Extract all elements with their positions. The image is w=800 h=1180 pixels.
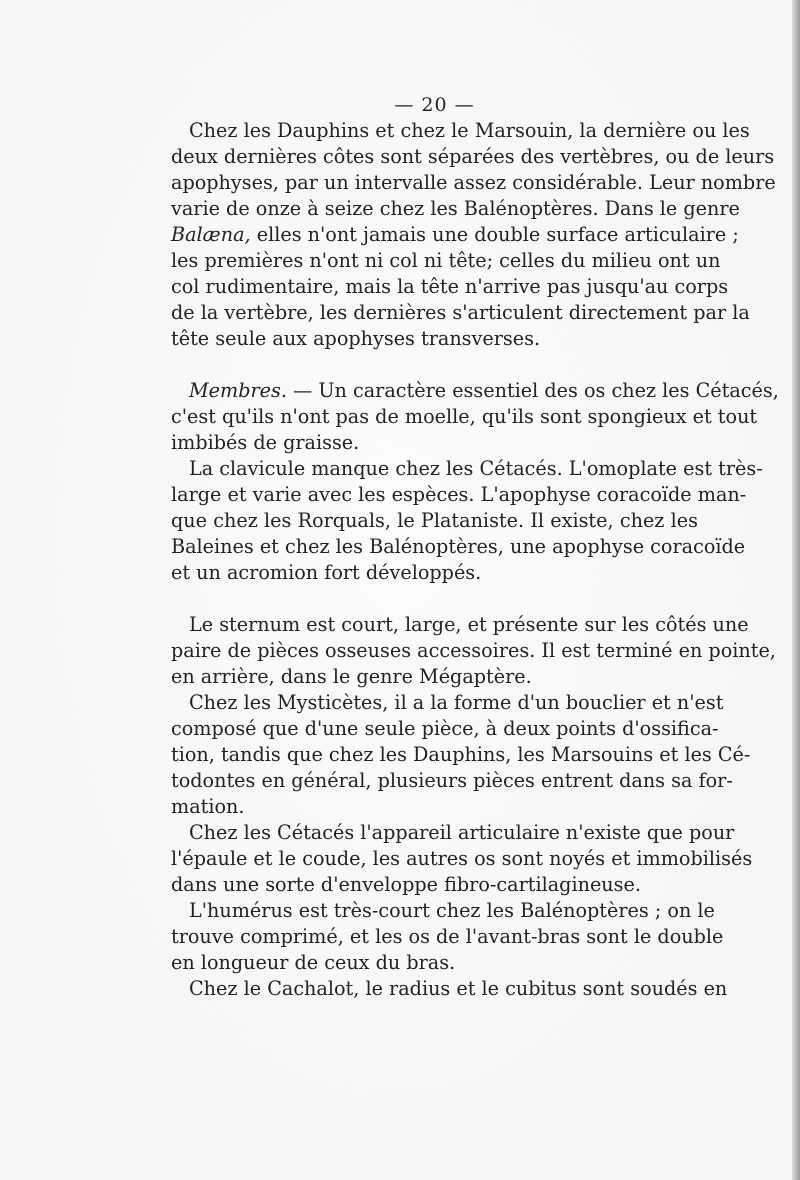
text-line-content: imbibés de graisse. bbox=[171, 431, 360, 454]
text-line bbox=[171, 638, 776, 664]
text-line-content: — Un caractère essentiel des os chez les Cétacés, bbox=[286, 379, 779, 402]
text-line bbox=[171, 144, 775, 170]
text-line-content: L'humérus est très-court chez les Balénoptères ; on le bbox=[189, 899, 715, 922]
text-line bbox=[171, 794, 698, 820]
text-line-content: de la vertèbre, les dernières s'articulent directement par la bbox=[171, 301, 750, 324]
text-line-content: en arrière, dans le genre Mégaptère. bbox=[171, 665, 532, 688]
text-line-content: trouve comprimé, et les os de l'avant-bras sont le double bbox=[171, 925, 724, 948]
text-line bbox=[171, 326, 698, 352]
text-line bbox=[171, 560, 698, 586]
paragraph-gap bbox=[171, 586, 698, 612]
text-line-content: mation. bbox=[171, 795, 245, 818]
text-line bbox=[171, 248, 721, 274]
text-line-content: col rudimentaire, mais la tête n'arrive pas jusqu'au corps bbox=[171, 275, 729, 298]
text-line bbox=[171, 872, 698, 898]
page-edge-shadow bbox=[792, 0, 800, 1180]
text-line-content: que chez les Rorquals, le Plataniste. Il existe, chez les bbox=[171, 509, 698, 532]
text-line bbox=[171, 950, 698, 976]
text-line-content: Chez les Mysticètes, il a la forme d'un bouclier et n'est bbox=[189, 691, 724, 714]
italic-term: Balæna, bbox=[171, 223, 251, 246]
text-line bbox=[171, 482, 747, 508]
text-line bbox=[171, 222, 739, 248]
text-line-content: tion, tandis que chez les Dauphins, les Marsouins et les Cé- bbox=[171, 743, 751, 766]
text-line-content: deux dernières côtes sont séparées des vertèbres, ou de leurs bbox=[171, 145, 775, 168]
text-line-content: Baleines et chez les Balénoptères, une apophyse coracoïde bbox=[171, 535, 746, 558]
text-line bbox=[171, 664, 698, 690]
text-line bbox=[171, 534, 746, 560]
text-line-content: composé que d'une seule pièce, à deux points d'ossifica- bbox=[171, 717, 719, 740]
text-line bbox=[171, 196, 740, 222]
text-line bbox=[171, 274, 729, 300]
text-line-content: en longueur de ceux du bras. bbox=[171, 951, 456, 974]
paragraph-gap bbox=[171, 352, 698, 378]
text-line-content: large et varie avec les espèces. L'apophyse coracoïde man- bbox=[171, 483, 747, 506]
text-line-content: todontes en général, plusieurs pièces entrent dans sa for- bbox=[171, 769, 733, 792]
text-line-content: La clavicule manque chez les Cétacés. L'omoplate est très- bbox=[189, 457, 763, 480]
text-line-content: varie de onze à seize chez les Balénoptères. Dans le genre bbox=[171, 197, 740, 220]
text-line bbox=[171, 612, 749, 638]
text-line-content: apophyses, par un intervalle assez considérable. Leur nombre bbox=[171, 171, 776, 194]
page-number-label: — 20 — bbox=[394, 94, 475, 116]
text-line bbox=[171, 898, 715, 924]
text-line-content: tête seule aux apophyses transverses. bbox=[171, 327, 541, 350]
text-line-content: Le sternum est court, large, et présente sur les côtés une bbox=[189, 613, 749, 636]
paragraph-lines bbox=[171, 118, 779, 1002]
text-line bbox=[171, 846, 753, 872]
text-line bbox=[171, 716, 719, 742]
text-line-content: Chez le Cachalot, le radius et le cubitus sont soudés en bbox=[189, 977, 728, 1000]
text-line-content: Chez les Cétacés l'appareil articulaire n'existe que pour bbox=[189, 821, 735, 844]
text-line bbox=[171, 924, 724, 950]
text-line bbox=[171, 170, 776, 196]
text-line bbox=[171, 430, 698, 456]
text-line bbox=[171, 742, 751, 768]
text-line bbox=[171, 768, 733, 794]
text-line bbox=[171, 378, 779, 404]
text-line bbox=[171, 456, 763, 482]
page-number bbox=[171, 92, 698, 118]
text-line bbox=[171, 820, 735, 846]
text-line bbox=[171, 300, 750, 326]
text-line-content: les premières n'ont ni col ni tête; celles du milieu ont un bbox=[171, 249, 721, 272]
text-line bbox=[171, 508, 698, 534]
text-line-content: et un acromion fort développés. bbox=[171, 561, 482, 584]
text-line-content: dans une sorte d'enveloppe fibro-cartilagineuse. bbox=[171, 873, 641, 896]
text-line bbox=[171, 118, 750, 144]
italic-term: Membres. bbox=[189, 379, 287, 402]
text-line-content: paire de pièces osseuses accessoires. Il est terminé en pointe, bbox=[171, 639, 776, 662]
text-line-content: l'épaule et le coude, les autres os sont noyés et immobilisés bbox=[171, 847, 753, 870]
text-line-content: c'est qu'ils n'ont pas de moelle, qu'ils sont spongieux et tout bbox=[171, 405, 758, 428]
text-line-content: Chez les Dauphins et chez le Marsouin, la dernière ou les bbox=[189, 119, 750, 142]
text-line-content: elles n'ont jamais une double surface articulaire ; bbox=[250, 223, 739, 246]
text-line bbox=[171, 690, 724, 716]
text-line bbox=[171, 976, 728, 1002]
text-line bbox=[171, 404, 758, 430]
page-text bbox=[171, 92, 779, 1002]
